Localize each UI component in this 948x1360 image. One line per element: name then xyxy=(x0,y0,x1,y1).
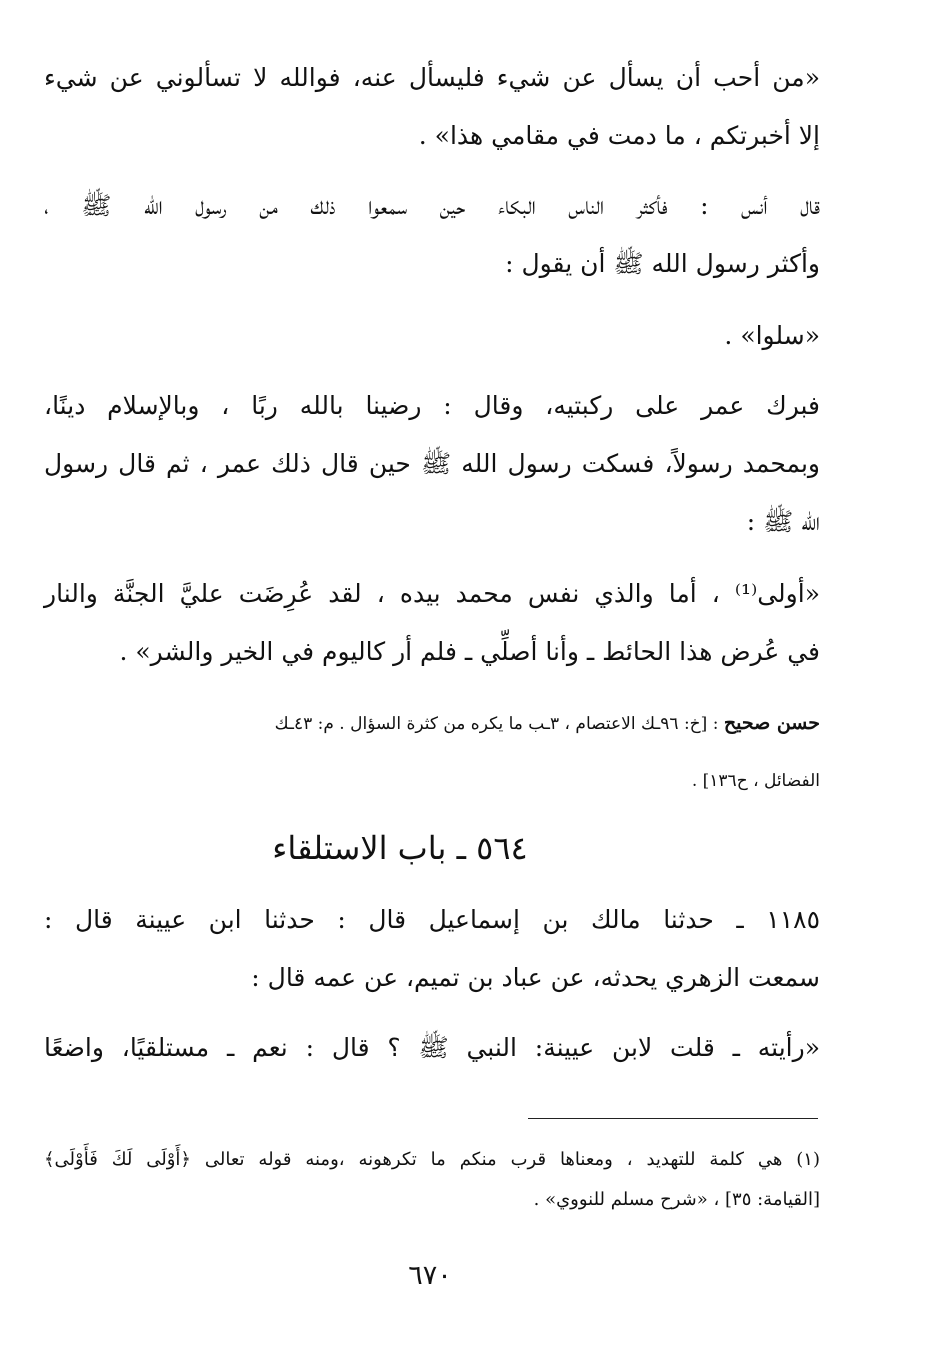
text-line: «أولى⁽¹⁾ ، أما والذي نفس محمد بيده ، لقد عُرِضَت عليَّ الجنَّة والنار xyxy=(44,579,820,608)
text-line: سمعت الزهري يحدثه، عن عباد بن تميم، عن عمه قال : xyxy=(251,963,820,992)
chapter-heading: ٥٦٤ ـ باب الاستلقاء xyxy=(272,829,528,867)
text-line: في عُرض هذا الحائط ـ وأنا أصلِّي ـ فلم أر كاليوم في الخير والشر» . xyxy=(119,637,820,666)
grading-reference-cont: الفضائل ، ح١٣٦] . xyxy=(691,771,820,791)
footnote-line: [القيامة: ٣٥] ، «شرح مسلم للنووي» . xyxy=(533,1189,820,1210)
text-line: «من أحب أن يسأل عن شيء فليسأل عنه، فوالله لا تسألوني عن شيء xyxy=(44,63,820,92)
text-line: ١١٨٥ ـ حدثنا مالك بن إسماعيل قال : حدثنا ابن عيينة قال : xyxy=(44,905,820,934)
page-number: ٦٧٠ xyxy=(408,1260,452,1291)
footnote-divider xyxy=(528,1118,818,1119)
grading-label: حسن صحيح xyxy=(723,712,820,734)
text-line: إلا أخبرتكم ، ما دمت في مقامي هذا» . xyxy=(418,121,820,150)
grading-reference: : [خ: ٩٦ـك الاعتصام ، ٣ـب ما يكره من كثرة السؤال . م: ٤٣ـك xyxy=(274,714,719,734)
footnote-line: (١) هي كلمة للتهديد ، ومعناها قرب منكم ما تكرهونه ،ومنه قوله تعالى ﴿أَوْلَى لَكَ فَأَوْلَى﴾ xyxy=(44,1149,820,1170)
text-line: وبمحمد رسولاً، فسكت رسول الله ﷺ حين قال ذلك عمر ، ثم قال رسول xyxy=(44,449,820,478)
text-line: «رأيته ـ قلت لابن عيينة: النبي ﷺ ؟ قال : نعم ـ مستلقيًا، واضعًا xyxy=(44,1033,820,1062)
text-line: وأكثر رسول الله ﷺ أن يقول : xyxy=(505,249,820,278)
text-line: الله ﷺ : xyxy=(746,507,820,536)
text-line: قال أنس : فأكثر الناس البكاء حين سمعوا ذلك من رسول الله ﷺ ، xyxy=(44,191,820,220)
text-line: فبرك عمر على ركبتيه، وقال : رضينا بالله ربًا ، وبالإسلام دينًا، xyxy=(44,391,820,420)
hadith-grading xyxy=(44,710,820,737)
text-line: «سلوا» . xyxy=(724,321,820,350)
